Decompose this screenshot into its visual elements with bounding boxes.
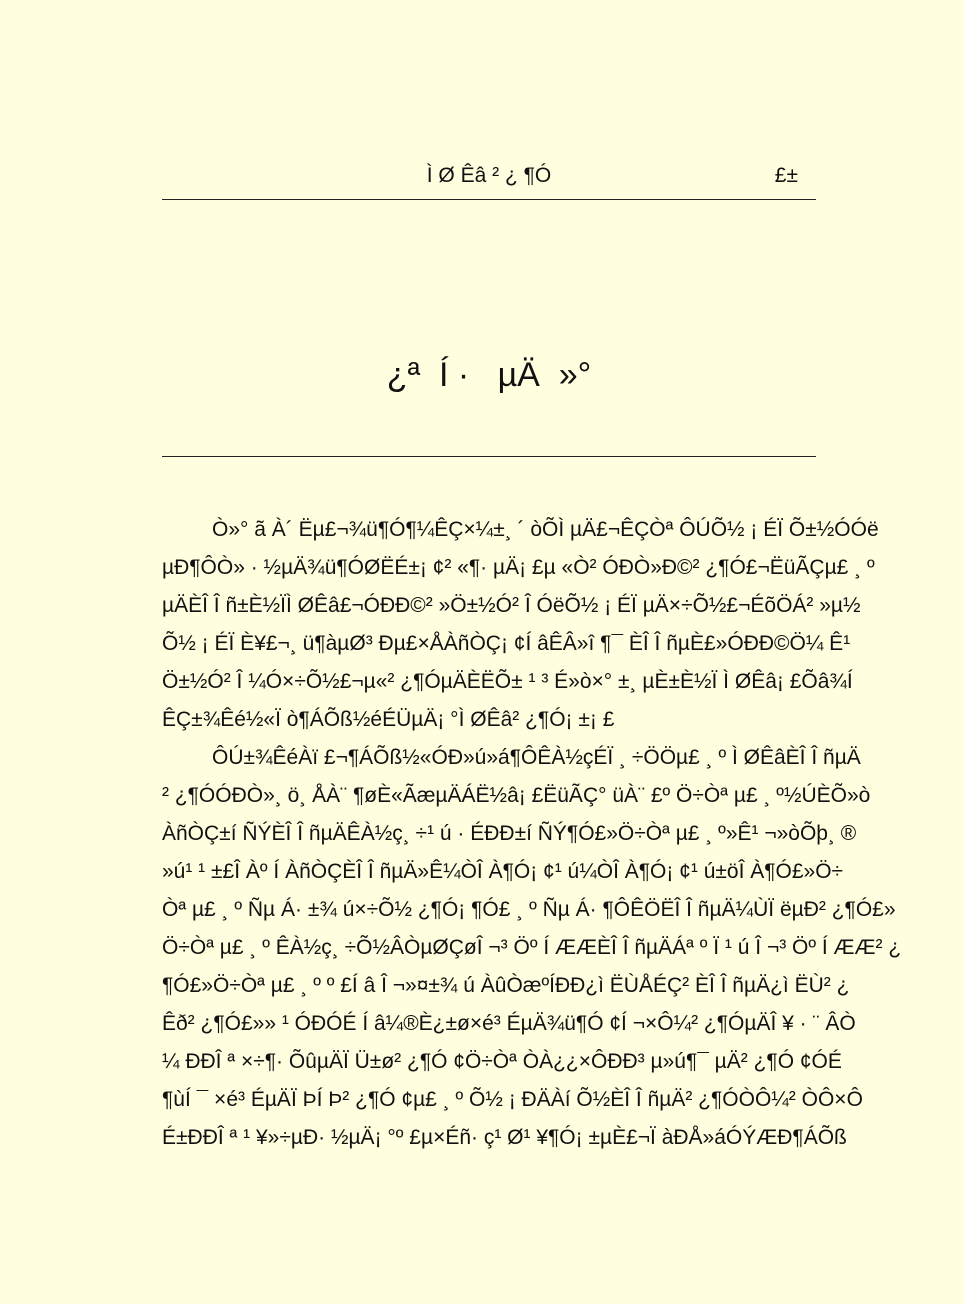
header-rule — [162, 199, 816, 200]
running-header-title: Ì Ø Êâ ² ¿ ¶Ó — [426, 164, 552, 187]
text-line: Ö÷Òª µ£ ¸ º ÊÀ½ç¸ ÷Õ½ÂÒµØÇøÎ ¬³ Öº Í ÆÆÈÎ Î ñµÄÁª º Ï ¹ ú Î ¬³ Öº Í ÆÆ² ¿ — [162, 936, 902, 959]
body-text — [162, 516, 902, 1162]
paragraph — [162, 516, 879, 744]
text-line: ÀñÒÇ±í ÑÝÈÎ Î ñµÄÊÀ½ç¸ ÷¹ ú · ÉÐÐ±í ÑÝ¶Ó£»Ö÷Òª µ£ ¸ º»Ê¹ ¬»òÕþ¸ ® — [162, 822, 857, 845]
page-number: £± — [774, 164, 798, 187]
text-line: Ò»° ã À´ Ëµ£¬¾ü¶Ó¶¼ÊÇ×¼±¸ ´ òÕÌ µÄ£¬ÊÇÒª ÔÚÕ½ ¡ ÉÏ Õ±½ÓÓë — [212, 518, 879, 541]
text-line: ¼ ÐÐÎ ª ×÷¶· ÕûµÄÏ Ü±ø² ¿¶Ó ¢Ö÷Òª ÒÀ¿¿×ÔÐÐ³ µ»ú¶¯ µÄ² ¿¶Ó ¢ÓÉ — [162, 1050, 842, 1073]
text-line: µÄÈÎ Î ñ±È½ÏÌ ØÊâ£¬ÓÐÐ©² »Ö±½Ó² Î ÓëÕ½ ¡ ÉÏ µÄ×÷Õ½£¬ÉõÖÁ² »µ½ — [162, 594, 861, 617]
text-line: Êð² ¿¶Ó£»» ¹ ÓÐÓÉ Í â¼®È¿±ø×é³ ÉµÄ¾ü¶Ó ¢Í ¬×Ô¼² ¿¶ÓµÄÎ ¥ · ¨ ÂÒ — [162, 1012, 856, 1035]
text-line: É±ÐÐÎ ª ¹ ¥»÷µÐ· ½µÄ¡ °º £µ×Éñ· ç¹ Ø¹ ¥¶Ó¡ ±µÈ£¬Ï àÐÅ»áÓÝÆÐ¶ÁÕß — [162, 1126, 847, 1149]
text-line: ² ¿¶ÓÓÐÒ»¸ ö¸ ÅÀ¨ ¶øÈ«ÃæµÄÁË½â¡ £ËüÃÇ° üÀ¨ £º Ö÷Òª µ£ ¸ º½ÚÈÕ»ò — [162, 784, 871, 807]
text-line: ¶Ó£»Ö÷Òª µ£ ¸ º º £Í â Î ¬»¤±¾ ú ÀûÒæºÍÐÐ¿ì ËÙÅÉÇ² ÈÎ Î ñµÄ¿ì ËÙ² ¿ — [162, 974, 850, 997]
chapter-title-rule — [162, 456, 816, 457]
chapter-title: ¿ª Í · µÄ »° — [386, 356, 592, 394]
text-line: ¶ùÍ ¯ ×é³ ÉµÄÏ ÞÍ Þ² ¿¶Ó ¢µ£ ¸ º Õ½ ¡ ÐÄÀí Õ½ÈÎ Î ñµÄ² ¿¶ÓÒÔ¼² ÒÔ×Ô — [162, 1088, 863, 1111]
text-line: Òª µ£ ¸ º Ñµ Á· ±¾ ú×÷Õ½ ¿¶Ó¡ ¶Ó£ ¸ º Ñµ Á· ¶ÔÊÖËÎ Î ñµÄ¼ÙÏ ëµÐ² ¿¶Ó£» — [162, 898, 896, 921]
text-line: Õ½ ¡ ÉÏ È¥£¬¸ ü¶àµØ³ Ðµ£×ÅÀñÒÇ¡ ¢Í âÊÂ»î ¶¯ ÈÎ Î ñµÈ£»ÓÐÐ©Ö¼ Ê¹ — [162, 632, 851, 655]
text-line: ÔÚ±¾ÊéÀï £¬¶ÁÕß½«ÓÐ»ú»á¶ÔÊÀ½çÉÏ ¸ ÷ÖÖµ£ ¸ º Ì ØÊâÈÎ Î ñµÄ — [212, 746, 861, 769]
running-header — [162, 164, 816, 190]
text-line: »ú¹ ¹ ±£Î Àº Í ÀñÒÇÈÎ Î ñµÄ»Ê¼ÒÎ À¶Ó¡ ¢¹ ú¼ÒÎ À¶Ó¡ ¢¹ ú±öÎ À¶Ó£»Ö÷ — [162, 860, 844, 883]
text-line: ÊÇ±¾Êé½«Ï ò¶ÁÕß½éÉÜµÄ¡ °Ì ØÊâ² ¿¶Ó¡ ±¡ £ — [162, 708, 615, 731]
text-line: µÐ¶ÔÒ» · ½µÄ¾ü¶ÓØËÉ±¡ ¢² «¶· µÄ¡ £µ «Ò² ÓÐÒ»Ð©² ¿¶Ó£¬ËüÃÇµ£ ¸ º — [162, 556, 875, 579]
text-line: Ö±½Ó² Î ¼Ó×÷Õ½£¬µ«² ¿¶ÓµÄÈËÕ± ¹ ³ É»ò×° ±¸ µÈ±È½Ï Ì ØÊâ¡ £Õâ¾Í — [162, 670, 853, 693]
paragraph — [162, 744, 902, 1162]
